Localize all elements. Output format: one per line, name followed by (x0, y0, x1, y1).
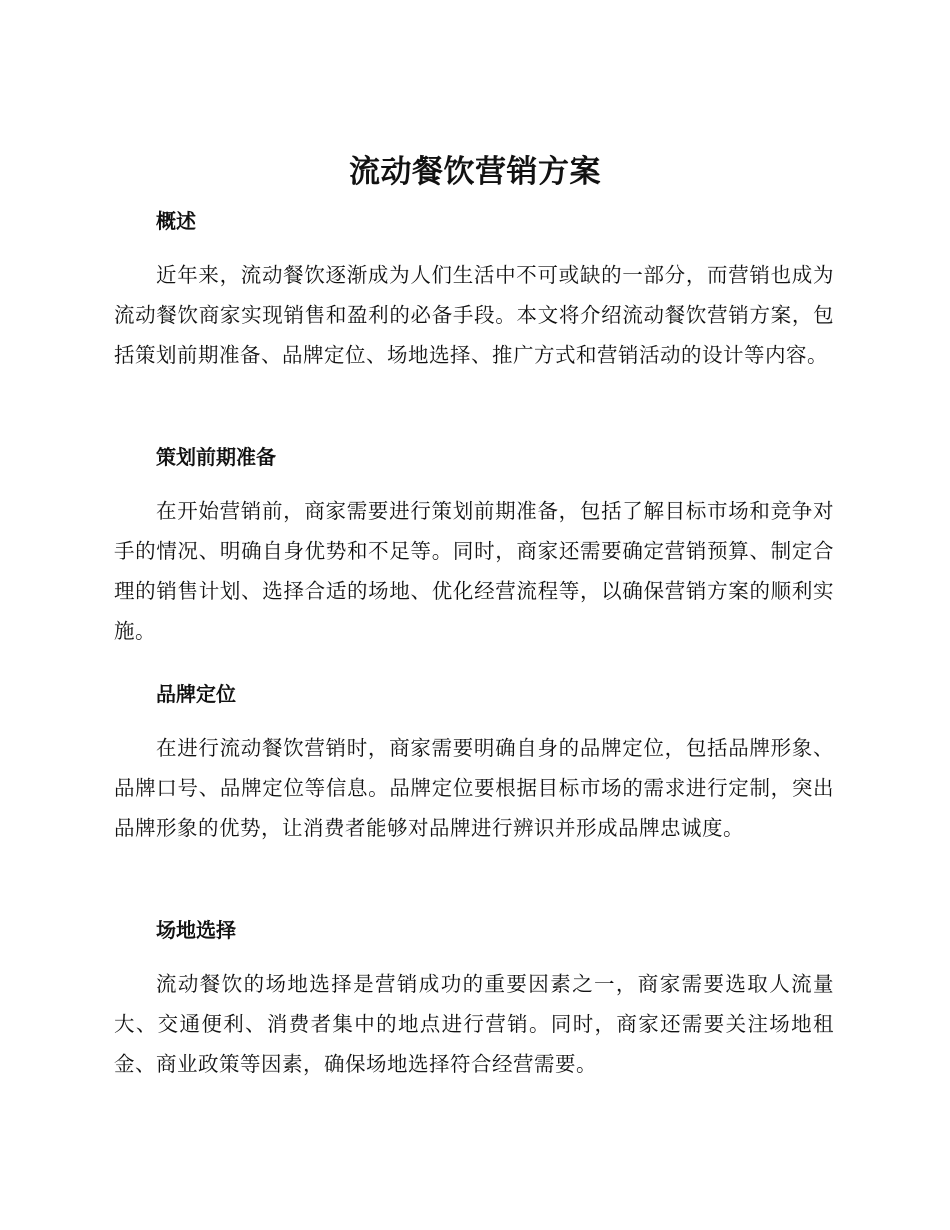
page-title: 流动餐饮营销方案 (349, 154, 601, 190)
section-body-site-selection: 流动餐饮的场地选择是营销成功的重要因素之一，商家需要选取人流量大、交通便利、消费者集中的地点进行营销。同时，商家还需要关注场地租金、商业政策等因素，确保场地选择符合经营需要。 (114, 972, 834, 1076)
section-heading-site-selection: 场地选择 (156, 918, 236, 942)
section-body-overview: 近年来，流动餐饮逐渐成为人们生活中不可或缺的一部分，而营销也成为流动餐饮商家实现销售和盈利的必备手段。本文将介绍流动餐饮营销方案，包括策划前期准备、品牌定位、场地选择、推广方式和营销活动的设计等内容。 (114, 263, 834, 367)
section-heading-overview: 概述 (156, 209, 196, 233)
section-body-brand-positioning: 在进行流动餐饮营销时，商家需要明确自身的品牌定位，包括品牌形象、品牌口号、品牌定位等信息。品牌定位要根据目标市场的需求进行定制，突出品牌形象的优势，让消费者能够对品牌进行辨识并形成品牌忠诚度。 (114, 736, 834, 840)
section-heading-brand-positioning: 品牌定位 (156, 682, 236, 706)
section-heading-preparation: 策划前期准备 (156, 445, 276, 469)
section-body-preparation: 在开始营销前，商家需要进行策划前期准备，包括了解目标市场和竞争对手的情况、明确自身优势和不足等。同时，商家还需要确定营销预算、制定合理的销售计划、选择合适的场地、优化经营流程等，以确保营销方案的顺利实施。 (114, 499, 834, 643)
